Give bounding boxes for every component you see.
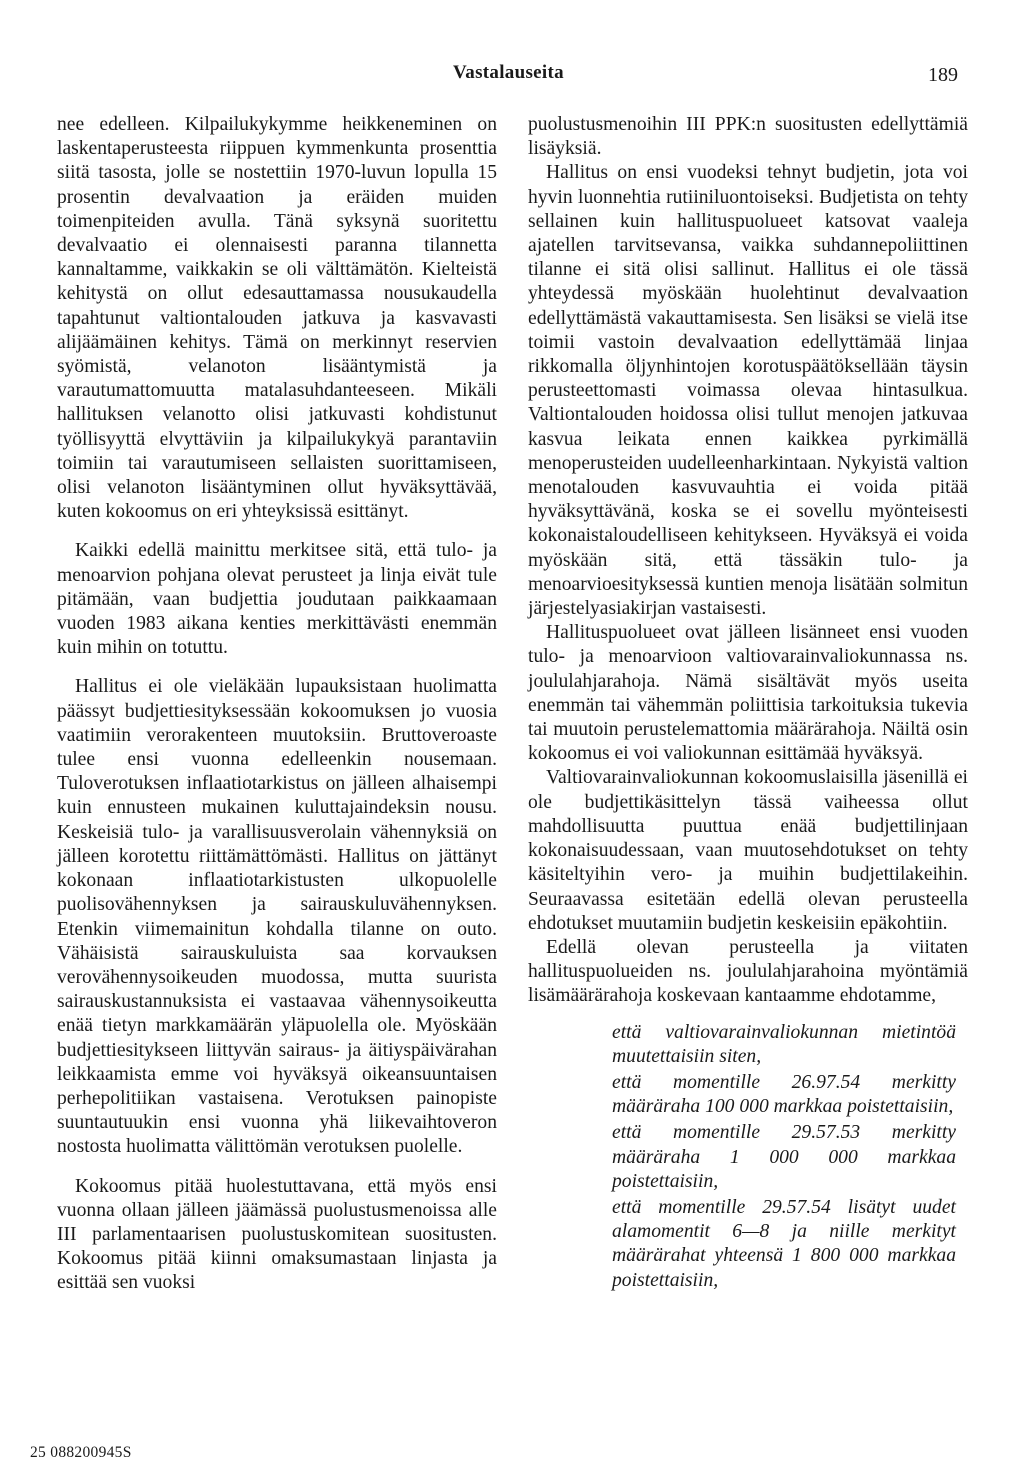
motion-item: että momentille 26.97.54 merkitty määräraha 100 000 markkaa poistettaisiin,	[612, 1071, 956, 1118]
paragraph: Valtiovarainvaliokunnan kokoomuslaisilla jäsenillä ei ole budjettikäsittelyn tässä vaiheessa ollut mahdollisuutta puuttua enää budjettilinjaan kokonaisuudessaan, vaan muutosehdotukset on tehty käsiteltyihin vero- ja muihin budjettilakeihin. Seuraavassa esitetään edellä olevan perusteella ehdotukset muutamiin budjetin keskeisiin epäkohtiin.	[528, 767, 968, 934]
motion-item: että momentille 29.57.53 merkitty määräraha 1 000 000 markkaa poistettaisiin,	[612, 1122, 956, 1192]
paragraph: puolustusmenoihin III PPK:n suositusten edellyttämiä lisäyksiä.	[528, 114, 968, 160]
motion-item: että valtiovarainvaliokunnan mietintöä muutettaisiin siten,	[612, 1021, 956, 1067]
running-title: Vastalauseita	[453, 62, 564, 83]
print-code-footer: 25 088200945S	[30, 1444, 132, 1461]
paragraph: Kokoomus pitää huolestuttavana, että myös ensi vuonna ollaan jälleen jäämässä puolustusmenoissa alle III parlamentaarisen puolustuskomitean suositusten. Kokoomus pitää kiinni omaksumastaan linjasta ja esittää sen vuoksi	[57, 1175, 497, 1294]
paragraph: Hallituspuolueet ovat jälleen lisänneet ensi vuoden tulo- ja menoarvioon valtiovarainvaliokunnassa ns. joululahjarahoja. Nämä sisältävät myös useita enemmän tai vähemmän poliittisia tarkoituksia tukevia tai muutoin perustelemattomia määrärahoja. Näiltä osin kokoomus ei voi valiokunnan esittämää hyväksyä.	[528, 622, 968, 765]
paragraph: Hallitus ei ole vieläkään lupauksistaan huolimatta päässyt budjettiesityksessään kokoomuksen jo vuosia vaatimiin verorakenteen muutoksiin. Bruttoveroaste tulee ensi vuonna edelleenkin nousemaan. Tuloverotuksen inflaatiotarkistus on jälleen alhaisempi kuin ennusteen mukainen kuluttajaindeksin nousu. Keskeisiä tulo- ja varallisuusverolain vähennyksiä on jälleen korotettu riittämättömästi. Hallitus on jättänyt kokonaan inflaatiotarkistusten ulkopuolelle puolisovähennyksen ja sairauskuluvähennyksen. Etenkin viimemainitun kohdalla tilanne on outo. Vähäisistä sairauskuluista saa korvauksen verovähennysoikeuden muodossa, mutta suurista sairauskustannuksista ei vastaavaa vähennysoikeutta enää tietyn markkamäärän yläpuolella ole. Myöskään budjettiesitykseen liittyvän sairaus- ja äitiyspäivärahan leikkaamista emme voi hyväksyä oikeansuuntaisen perhepolitiikan vastaisena. Verotuksen painopiste suuntautuukin ensi vuonna yhä liikevaihtoveron nostosta huolimatta välittömän verotuksen puolelle.	[57, 676, 497, 1158]
page-header	[0, 62, 1024, 92]
page-number: 189	[928, 64, 958, 86]
paragraph: nee edelleen. Kilpailukykymme heikkeneminen on laskentaperusteesta riippuen kymmenkunta prosenttia siitä tasosta, jolle se nostettiin 1970-luvun lopulla 15 prosentin devalvaation ja eräiden muiden toimenpiteiden avulla. Tänä syksynä suoritettu devalvaatio ei olennaisesti paranna tilannetta kannaltamme, vaikkakin se oli välttämätön. Kielteistä kehitystä on ollut edesauttamassa nousukaudella tapahtunut valtiontalouden jatkuva ja kasvavasti alijäämäinen kehitys. Tämä on merkinnyt reservien syömistä, velanoton lisääntymistä ja varautumattomuutta matalasuhdanteeseen. Mikäli hallituksen velanotto olisi jatkuvasti kohdistunut työllisyyttä elvyttäviin ja kilpailukykyä parantaviin toimiin tai varautumiseen sellaisten suorittamiseen, olisi velanoton lisääntyminen ollut hyväksyttävää, kuten kokoomus on eri yhteyksissä esittänyt.	[57, 114, 497, 523]
left-column	[57, 113, 497, 1296]
paragraph: Kaikki edellä mainittu merkitsee sitä, että tulo- ja menoarvion pohjana olevat perusteet ja linja eivät tule pitämään, vaan budjettia joudutaan paikkaamaan vuoden 1983 aikana kenties merkittävästi enemmän kuin mihin on totuttu.	[57, 540, 497, 659]
paragraph: Hallitus on ensi vuodeksi tehnyt budjetin, jota voi hyvin luonnehtia rutiiniluontoiseksi. Budjetista on tehty sellainen kuin hallituspuolueet katsovat vaaleja ajatellen tarvitsevansa, vaikka suhdannepoliittinen tilanne ei sitä olisi sallinut. Hallitus ei ole tässä yhteydessä myöskään huolehtinut devalvaation edellyttämästä vakauttamisesta. Sen lisäksi se vielä itse toimii vastoin devalvaation edellyttämää linjaa rikkomalla öljynhintojen korotuspäätöksellään täysin perusteettomasti voimassa olevaa hintasulkua. Valtiontalouden hoidossa olisi tullut menojen jatkuvaa kasvua leikata ennen kaikkea pyrkimällä menoperusteiden uudelleenharkintaan. Nykyistä valtion menotalouden kasvuvauhtia ei voida pitää hyväksyttävänä, koska se ei sovellu myönteisesti kokonaistaloudelliseen kehitykseen. Hyväksyä ei voida myöskään sitä, että tässäkin tulo- ja menoarvioesityksessä kuntien menoja lisätään solmitun järjestelyasiakirjan vastaisesti.	[528, 162, 968, 620]
right-column	[528, 113, 968, 1293]
paragraph: Edellä olevan perusteella ja viitaten hallituspuolueiden ns. joululahjarahoina myöntämiä lisämäärärahoja koskevaan kantaamme ehdotamme,	[528, 936, 968, 1007]
motion-list	[528, 1021, 968, 1293]
motion-item: että momentille 29.57.54 lisätyt uudet alamomentit 6—8 ja niille merkityt määrärahat yhteensä 1 800 000 markkaa poistettaisiin,	[612, 1196, 956, 1291]
